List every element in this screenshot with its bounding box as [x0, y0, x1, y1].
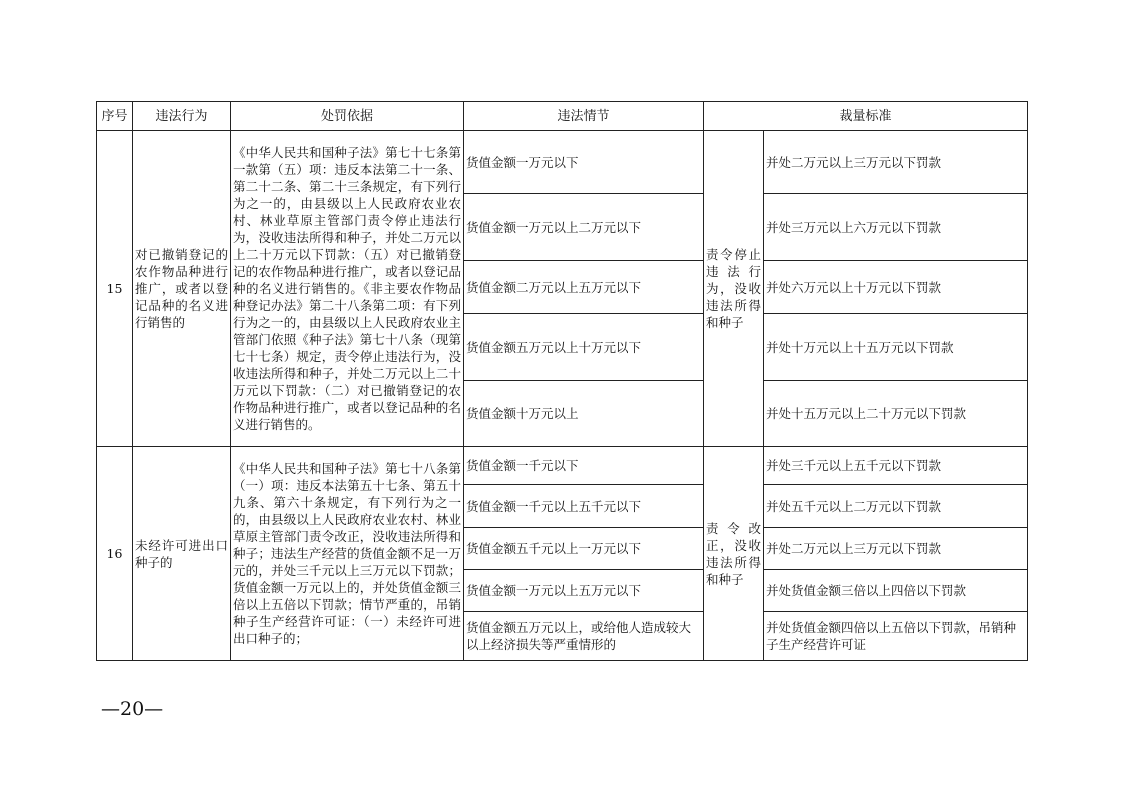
standard-cell: 并处十万元以上十五万元以下罚款: [764, 314, 1028, 381]
violation-text: 未经许可进出口种子的: [133, 447, 231, 661]
standard-cell: 并处三万元以上六万元以下罚款: [764, 194, 1028, 261]
penalty-discretion-table: [96, 101, 1028, 661]
standard-cell: 并处二万元以上三万元以下罚款: [764, 131, 1028, 194]
circumstance-cell: 货值金额二万元以上五万元以下: [464, 261, 704, 314]
standard-cell: 并处十五万元以上二十万元以下罚款: [764, 381, 1028, 447]
circumstance-cell: 货值金额五千元以上一万元以下: [464, 528, 704, 570]
circumstance-cell: 货值金额一万元以下: [464, 131, 704, 194]
row-number: 16: [97, 447, 133, 661]
standard-cell: 并处三千元以上五千元以下罚款: [764, 447, 1028, 485]
violation-text: 对已撤销登记的农作物品种进行推广，或者以登记品种的名义进行销售的: [133, 131, 231, 447]
measure-text: 责令改正，没收违法所得和种子: [704, 447, 764, 661]
standard-cell: 并处二万元以上三万元以下罚款: [764, 528, 1028, 570]
table-row: [97, 447, 1028, 485]
circumstance-cell: 货值金额一千元以上五千元以下: [464, 485, 704, 528]
standard-cell: 并处货值金额四倍以上五倍以下罚款，吊销种子生产经营许可证: [764, 612, 1028, 661]
circumstance-cell: 货值金额五万元以上十万元以下: [464, 314, 704, 381]
header-discretion-standard: 裁量标准: [704, 102, 1028, 131]
page-number: —20—: [101, 698, 164, 720]
standard-cell: 并处六万元以上十万元以下罚款: [764, 261, 1028, 314]
standard-cell: 并处货值金额三倍以上四倍以下罚款: [764, 570, 1028, 612]
header-serial-number: 序号: [97, 102, 133, 131]
header-violation: 违法行为: [133, 102, 231, 131]
row-number: 15: [97, 131, 133, 447]
standard-cell: 并处五千元以上二万元以下罚款: [764, 485, 1028, 528]
circumstance-cell: 货值金额一万元以上五万元以下: [464, 570, 704, 612]
penalty-basis-text: 《中华人民共和国种子法》第七十八条第（一）项：违反本法第五十七条、第五十九条、第六十条规定，有下列行为之一的，由县级以上人民政府农业农村、林业草原主管部门责令改正，没收违法所得和种子；违法生产经营的货值金额不足一万元的，并处三千元以上三万元以下罚款；货值金额一万元以上的，并处货值金额三倍以上五倍以下罚款；情节严重的，吊销种子生产经营许可证：（一）未经许可进出口种子的；: [231, 447, 464, 661]
circumstance-cell: 货值金额一千元以下: [464, 447, 704, 485]
table-row: [97, 131, 1028, 194]
penalty-basis-text: 《中华人民共和国种子法》第七十七条第一款第（五）项：违反本法第二十一条、第二十二条、第二十三条规定，有下列行为之一的，由县级以上人民政府农业农村、林业草原主管部门责令停止违法行为，没收违法所得和种子，并处二万元以上二十万元以下罚款：（五）对已撤销登记的农作物品种进行推广，或者以登记品种的名义进行销售的。《非主要农作物品种登记办法》第二十八条第二项：有下列行为之一的，由县级以上人民政府农业主管部门依照《种子法》第七十八条（现第七十七条）规定，责令停止违法行为，没收违法所得和种子，并处二万元以上二十万元以下罚款：（二）对已撤销登记的农作物品种进行推广，或者以登记品种的名义进行销售的。: [231, 131, 464, 447]
circumstance-cell: 货值金额十万元以上: [464, 381, 704, 447]
header-circumstances: 违法情节: [464, 102, 704, 131]
header-row: [97, 102, 1028, 131]
header-penalty-basis: 处罚依据: [231, 102, 464, 131]
measure-text: 责令停止违法行为，没收违法所得和种子: [704, 131, 764, 447]
circumstance-cell: 货值金额一万元以上二万元以下: [464, 194, 704, 261]
circumstance-cell: 货值金额五万元以上，或给他人造成较大以上经济损失等严重情形的: [464, 612, 704, 661]
